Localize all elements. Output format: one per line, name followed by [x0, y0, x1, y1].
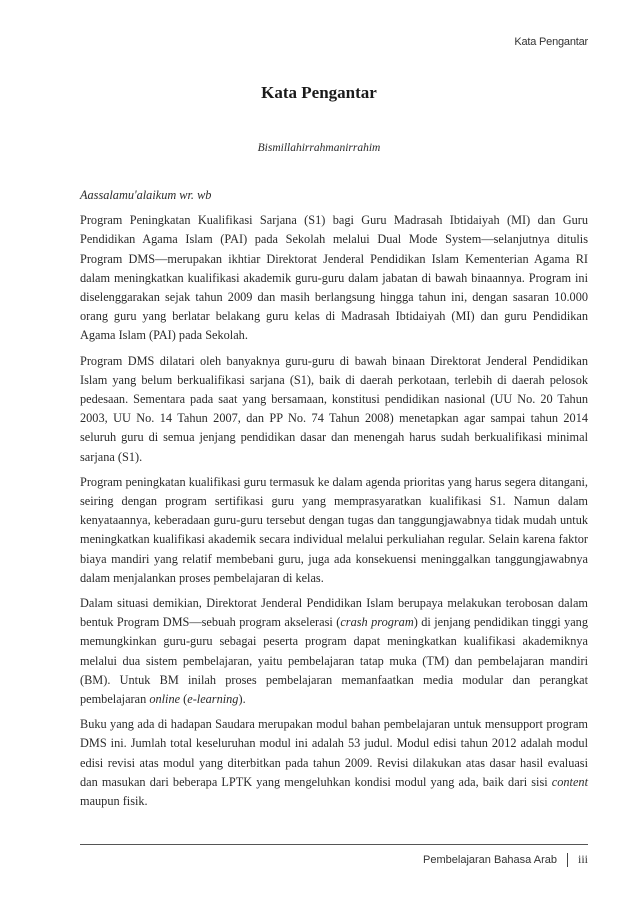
paragraph-5: Buku yang ada di hadapan Saudara merupakan modul bahan pembelajaran untuk mensupport program DMS ini. Jumlah total keseluruhan modul ini adalah 53 judul. Modul edisi tahun 2012 adalah modul edisi revisi atas modul yang diterbitkan pada tahun 2009. Revisi dilakukan atas dasar hasil evaluasi dan masukan dari beberapa LPTK yang mengeluhkan kondisi modul yang ada, baik dari sisi content maupun fisik. — [80, 717, 588, 809]
page-number: iii — [577, 852, 588, 866]
running-head: Kata Pengantar — [514, 36, 588, 48]
footer-separator — [567, 853, 568, 867]
body-text — [80, 186, 588, 817]
bismillah-line: Bismillahirrahmanirrahim — [257, 142, 381, 154]
paragraph-1: Program Peningkatan Kualifikasi Sarjana (S1) bagi Guru Madrasah Ibtidaiyah (MI) dan Guru Pendidikan Agama Islam (PAI) pada Sekolah melalui Dual Mode System—selanjutnya ditulis Program DMS—merupakan ikhtiar Direktorat Jenderal Pendidikan Islam Kementerian Agama RI dalam meningkatkan kualifikasi akademik guru-guru dalam jabatan di bawah binaannya. Program ini diselenggarakan sejak tahun 2009 dan masih berlangsung hingga tahun ini, dengan sasaran 10.000 orang guru yang berlatar belakang guru kelas di Madrasah Ibtidaiyah (MI) dan guru Pendidikan Agama Islam (PAI) pada Sekolah. — [80, 213, 588, 343]
paragraph-2: Program DMS dilatari oleh banyaknya guru-guru di bawah binaan Direktorat Jenderal Pendidikan Islam yang belum berkualifikasi sarjana (S1), baik di daerah perkotaan, terlebih di daerah pelosok pedesaan. Sementara pada saat yang bersamaan, konstitusi pendidikan nasional (UU No. 20 Tahun 2003, UU No. 14 Tahun 2007, dan PP No. 74 Tahun 2008) menetapkan agar sampai tahun 2014 seluruh guru di semua jenjang pendidikan dasar dan menengah harus sudah berkualifikasi minimal sarjana (S1). — [80, 353, 588, 464]
page-title: Kata Pengantar — [261, 83, 377, 102]
footer-book-title: Pembelajaran Bahasa Arab — [423, 853, 557, 866]
paragraph-3: Program peningkatan kualifikasi guru termasuk ke dalam agenda prioritas yang harus segera ditangani, seiring dengan program sertifikasi guru yang memprasyaratkan kualifikasi S1. Namun dalam kenyataannya, keberadaan guru-guru tersebut dengan tugas dan tanggungjawabnya tidak mudah untuk meningkatkan kualifikasi akademik secara individual melalui perkuliahan regular. Selain karena faktor biaya mandiri yang relatif membebani guru, juga ada konsekuensi meninggalkan tanggungjawabnya dalam menjalankan proses pembelajaran di kelas. — [80, 474, 588, 585]
footer-rule — [80, 844, 588, 845]
salam-greeting: Aassalamu'alaikum wr. wb — [80, 188, 212, 202]
paragraph-4: Dalam situasi demikian, Direktorat Jenderal Pendidikan Islam berupaya melakukan terobosan dalam bentuk Program DMS—sebuah program akselerasi (crash program) di jenjang pendidikan tinggi yang memungkinkan guru-guru sebagai peserta program dapat meningkatkan kualifikasi akademiknya melalui dua sistem pembelajaran, yaitu pembelajaran tatap muka (TM) dan pembelajaran mandiri (BM). Untuk BM inilah proses pembelajaran memanfaatkan media modular dan perangkat pembelajaran online (e-learning). — [80, 596, 588, 707]
page-footer — [423, 852, 588, 867]
